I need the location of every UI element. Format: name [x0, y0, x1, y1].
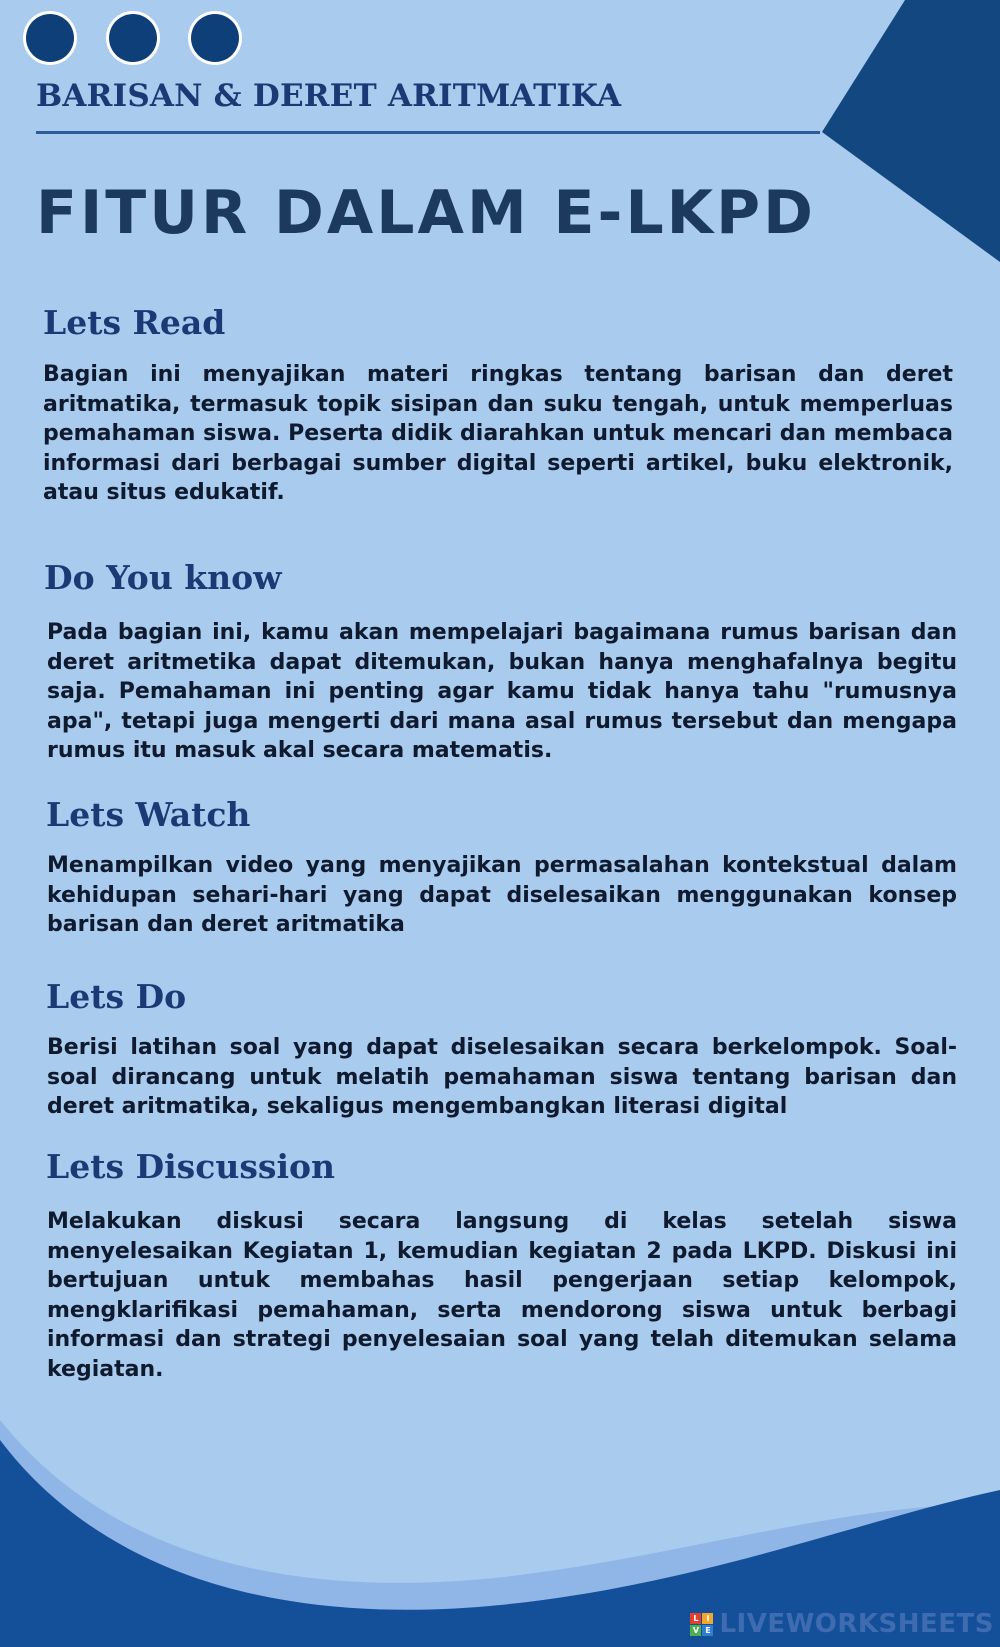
- series-title: BARISAN & DERET ARITMATIKA: [36, 78, 622, 114]
- liveworksheets-logo-icon: [690, 1613, 713, 1636]
- section-body-lets-watch: Menampilkan video yang menyajikan permasalahan kontekstual dalam kehidupan sehari-hari yang dapat diselesaikan menggunakan konsep barisan dan deret aritmatika: [47, 853, 957, 937]
- liveworksheets-watermark: [690, 1609, 994, 1639]
- section-heading-do-you-know: Do You know: [44, 558, 282, 597]
- circle-icon: [188, 11, 242, 65]
- logo-letter: V: [690, 1625, 701, 1636]
- logo-letter: I: [702, 1613, 713, 1624]
- circle-icon: [106, 11, 160, 65]
- watermark-text: LIVEWORKSHEETS: [719, 1609, 994, 1639]
- section-body-lets-do: Berisi latihan soal yang dapat diselesaikan secara berkelompok. Soal-soal dirancang untuk melatih pemahaman siswa tentang barisan dan deret aritmatika, sekaligus mengembangkan literasi digital: [47, 1035, 957, 1119]
- section-heading-lets-read: Lets Read: [43, 303, 226, 342]
- decorative-circles: [20, 10, 260, 70]
- section-body-lets-discussion: Melakukan diskusi secara langsung di kelas setelah siswa menyelesaikan Kegiatan 1, kemudian kegiatan 2 pada LKPD. Diskusi ini bertujuan untuk membahas hasil pengerjaan setiap kelompok, mengklarifikasi pemahaman, serta mendorong siswa untuk berbagi informasi dan strategi penyelesaian soal yang telah ditemukan selama kegiatan.: [47, 1209, 957, 1382]
- section-heading-lets-watch: Lets Watch: [46, 795, 251, 834]
- title-divider: [36, 131, 820, 134]
- section-body-lets-read: Bagian ini menyajikan materi ringkas tentang barisan dan deret aritmatika, termasuk topik sisipan dan suku tengah, untuk memperluas pemahaman siswa. Peserta didik diarahkan untuk mencari dan membaca informasi dari berbagai sumber digital seperti artikel, buku elektronik, atau situs edukatif.: [43, 362, 953, 505]
- section-heading-lets-do: Lets Do: [46, 977, 187, 1016]
- section-body-do-you-know: Pada bagian ini, kamu akan mempelajari bagaimana rumus barisan dan deret aritmetika dapat ditemukan, bukan hanya menghafalnya begitu saja. Pemahaman ini penting agar kamu tidak hanya tahu "rumusnya apa", tetapi juga mengerti dari mana asal rumus tersebut dan mengapa rumus itu masuk akal secara matematis.: [47, 620, 957, 763]
- circle-icon: [23, 11, 77, 65]
- section-heading-lets-discussion: Lets Discussion: [46, 1147, 336, 1186]
- logo-letter: L: [690, 1613, 701, 1624]
- page-title: FITUR DALAM E-LKPD: [36, 178, 816, 248]
- logo-letter: E: [702, 1625, 713, 1636]
